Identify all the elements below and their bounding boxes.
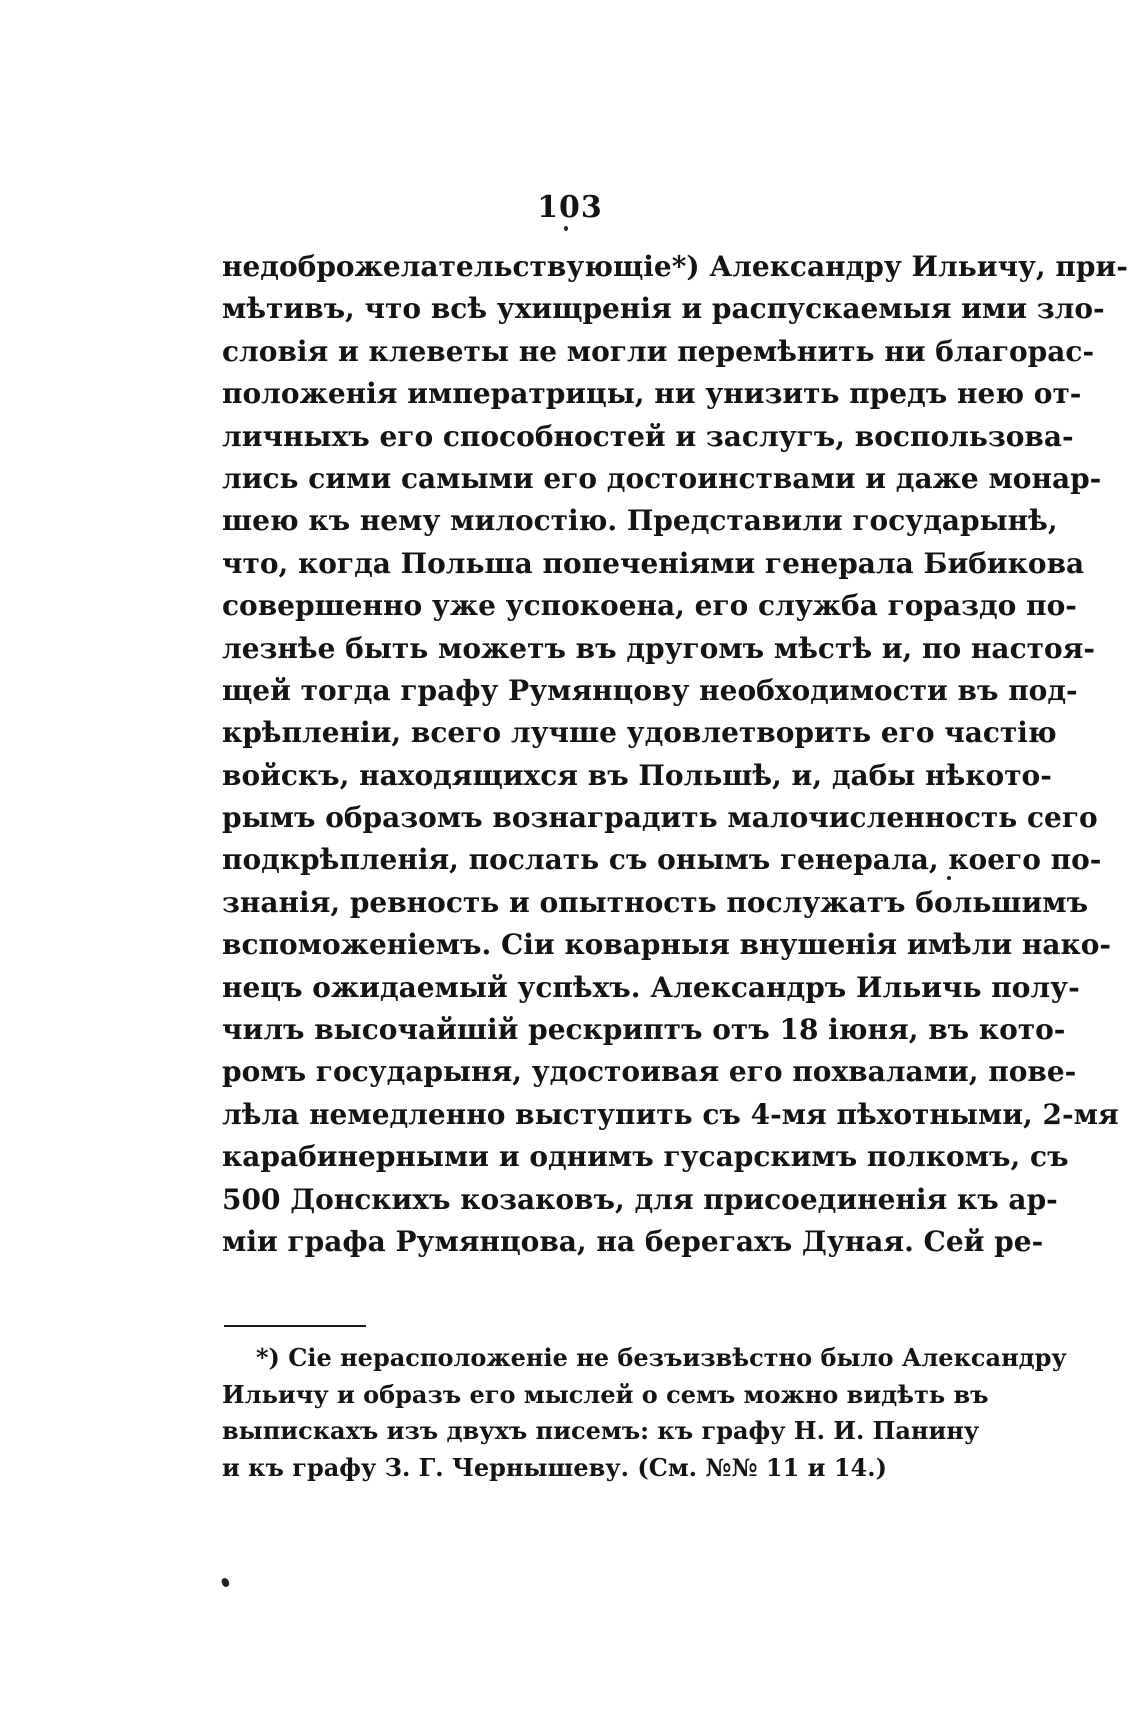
text-line: лись сими самыми его достоинствами и даже монар-	[222, 461, 1102, 495]
main-text	[222, 246, 1128, 1263]
text-line: рымъ образомъ вознаградить малочисленность сего	[222, 801, 1098, 835]
text-line: мѣтивъ, что всѣ ухищренія и распускаемыя ими зло-	[222, 292, 1105, 326]
text-line: лѣла немедленно выступить съ 4-мя пѣхотными, 2-мя	[222, 1097, 1119, 1131]
footnote-line: выпискахъ изъ двухъ писемъ: къ графу Н. И. Панину	[222, 1416, 980, 1445]
text-line: войскъ, находящихся въ Польшѣ, и, дабы нѣкото-	[222, 758, 1052, 792]
text-line: крѣпленіи, всего лучше удовлетворить его частію	[222, 716, 1057, 750]
text-line: щей тогда графу Румянцову необходимости въ под-	[222, 673, 1078, 707]
print-speck	[947, 876, 951, 880]
text-line: недоброжелательствующіе*) Александру Ильичу, при-	[222, 250, 1128, 283]
text-line: лезнѣе быть можетъ въ другомъ мѣстѣ и, по настоя-	[222, 631, 1095, 665]
text-line: словія и клеветы не могли перемѣнить ни благорас-	[222, 334, 1095, 368]
page-number: 103	[537, 190, 603, 225]
text-line: 500 Донскихъ козаковъ, для присоединенія къ ар-	[222, 1182, 1058, 1216]
text-line: карабинерными и однимъ гусарскимъ полкомъ, съ	[222, 1140, 1069, 1174]
text-line: вспоможеніемъ. Сіи коварныя внушенія имѣли нако-	[222, 928, 1112, 962]
text-line: личныхъ его способностей и заслугъ, воспользова-	[222, 419, 1074, 453]
text-line: ромъ государыня, удостоивая его похвалами, пове-	[222, 1055, 1077, 1089]
ink-blot	[221, 1577, 231, 1588]
text-line: что, когда Польша попеченіями генерала Бибикова	[222, 546, 1085, 580]
footnote-line: и къ графу З. Г. Чернышеву. (См. №№ 11 и 14.)	[222, 1452, 887, 1482]
text-line: знанія, ревность и опытность послужатъ большимъ	[222, 885, 1089, 919]
text-line: чилъ высочайшій рескриптъ отъ 18 іюня, въ кото-	[222, 1013, 1066, 1047]
text-line: подкрѣпленія, послать съ онымъ генерала, коего по-	[222, 843, 1102, 877]
text-line: нецъ ожидаемый успѣхъ. Александръ Ильичь полу-	[222, 970, 1080, 1004]
footnote	[222, 1340, 1067, 1486]
text-line: міи графа Румянцова, на берегахъ Дуная. Сей ре-	[222, 1224, 1044, 1258]
print-speck	[564, 226, 568, 231]
text-line: совершенно уже успокоена, его служба гораздо по-	[222, 589, 1077, 623]
footnote-line: Ильичу и образъ его мыслей о семъ можно видѣть въ	[222, 1379, 989, 1409]
footnote-line: *) Сіе нерасположеніе не безъизвѣстно было Александру	[256, 1343, 1067, 1372]
text-line: положенія императрицы, ни унизить предъ нею от-	[222, 377, 1082, 411]
footnote-rule	[224, 1325, 366, 1327]
text-line: шею къ нему милостію. Представили государынѣ,	[222, 504, 1058, 538]
